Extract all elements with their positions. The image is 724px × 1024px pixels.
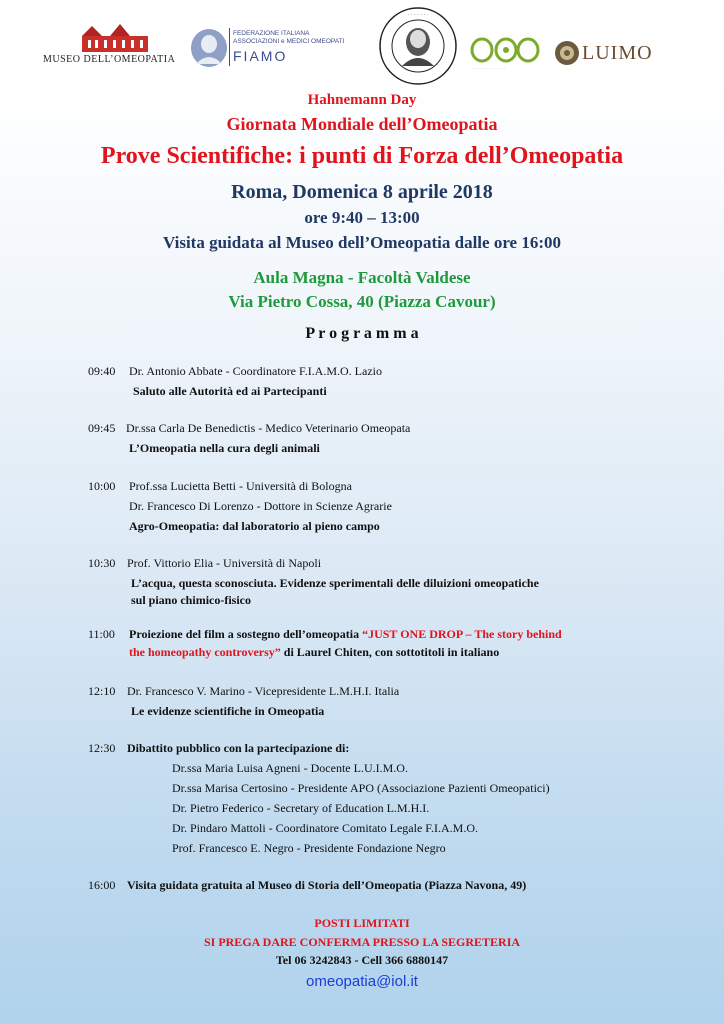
program-topic: L’Omeopatia nella cura degli animali xyxy=(129,441,320,455)
program-time: 16:00 xyxy=(88,878,116,892)
film-title: “JUST ONE DROP – The story behind xyxy=(362,627,562,641)
program-topic: Agro-Omeopatia: dal laboratorio al pieno campo xyxy=(129,519,380,533)
museo-building-icon xyxy=(80,22,150,54)
film-intro: Proiezione del film a sostegno dell’omeopatia xyxy=(129,627,360,641)
panelist: Dr.ssa Marisa Certosino - Presidente APO (Associazione Pazienti Omeopatici) xyxy=(172,781,550,795)
program-time: 10:00 xyxy=(88,479,116,493)
program-topic: Saluto alle Autorità ed ai Partecipanti xyxy=(133,384,327,398)
programma-heading: P r o g r a m m a xyxy=(305,325,419,342)
film-description-cont xyxy=(129,645,499,660)
program-time: 09:40 xyxy=(88,364,116,378)
fiamo-line1: FEDERAZIONE ITALIANA xyxy=(233,30,310,37)
event-name: Hahnemann Day xyxy=(307,92,417,108)
apo-caption: · · · · · · · · · · · · · · xyxy=(472,66,506,71)
lmhi-seal-icon xyxy=(378,6,458,86)
panelist: Dr.ssa Maria Luisa Agneni - Docente L.U.I.M.O. xyxy=(172,761,408,775)
program-time: 10:30 xyxy=(88,556,116,570)
venue-address: Via Pietro Cossa, 40 (Piazza Cavour) xyxy=(228,292,496,311)
program-topic: sul piano chimico-fisico xyxy=(131,593,252,607)
fiamo-logo-caption xyxy=(233,30,344,46)
film-title-cont: the homeopathy controversy” xyxy=(129,645,281,659)
program-time: 11:00 xyxy=(88,627,115,641)
venue: Aula Magna - Facoltà Valdese xyxy=(253,268,471,287)
event-date: Roma, Domenica 8 aprile 2018 xyxy=(231,181,493,203)
logo-bar xyxy=(0,0,724,95)
confirm-notice: SI PREGA DARE CONFERMA PRESSO LA SEGRETERIA xyxy=(203,935,521,949)
program-time: 12:10 xyxy=(88,684,116,698)
film-credits: di Laurel Chiten, con sottotitoli in italiano xyxy=(283,645,500,659)
event-subtitle: Giornata Mondiale dell’Omeopatia xyxy=(226,114,498,134)
program-speaker: Dr. Francesco V. Marino - Vicepresidente L.M.H.I. Italia xyxy=(127,684,400,698)
program-time: 12:30 xyxy=(88,741,116,755)
luimo-emblem-icon xyxy=(554,40,580,66)
program-speaker: Dr.ssa Carla De Benedictis - Medico Veterinario Omeopata xyxy=(126,421,411,435)
limited-seats: POSTI LIMITATI xyxy=(314,916,410,930)
fiamo-portrait-icon xyxy=(190,28,228,68)
film-description xyxy=(129,627,562,642)
program-speaker: Dr. Antonio Abbate - Coordinatore F.I.A.M.O. Lazio xyxy=(129,364,383,378)
program-speaker: Prof.ssa Lucietta Betti - Università di Bologna xyxy=(129,479,352,493)
panelist: Dr. Pietro Federico - Secretary of Education L.M.H.I. xyxy=(172,801,430,815)
program-topic: Le evidenze scientifiche in Omeopatia xyxy=(131,704,325,718)
program-time: 09:45 xyxy=(88,421,116,435)
debate-title: Dibattito pubblico con la partecipazione di: xyxy=(127,741,350,755)
fiamo-line2: ASSOCIAZIONI e MEDICI OMEOPATI xyxy=(233,38,345,45)
phone-numbers: Tel 06 3242843 - Cell 366 6880147 xyxy=(275,953,449,967)
luimo-logo-text: LUIMO xyxy=(582,42,653,64)
svg-text:· · · · · · ·: · · · · · · · xyxy=(407,12,429,18)
fiamo-divider xyxy=(229,28,230,66)
museum-visit: Visita guidata al Museo dell’Omeopatia dalle ore 16:00 xyxy=(162,233,562,252)
fiamo-logo-name: FIAMO xyxy=(233,48,288,64)
email-link[interactable]: omeopatia@iol.it xyxy=(306,973,418,990)
panelist: Prof. Francesco E. Negro - Presidente Fondazione Negro xyxy=(172,841,446,855)
program-topic: L’acqua, questa sconosciuta. Evidenze sperimentali delle diluizioni omeopatiche xyxy=(131,576,539,590)
program-speaker: Prof. Vittorio Elia - Università di Napoli xyxy=(127,556,322,570)
apo-leaf-icon xyxy=(470,36,540,66)
panelist: Dr. Pindaro Mattoli - Coordinatore Comitato Legale F.I.A.M.O. xyxy=(172,821,478,835)
event-time: ore 9:40 – 13:00 xyxy=(304,208,420,227)
page-title: Prove Scientifiche: i punti di Forza dell’Omeopatia xyxy=(100,143,624,169)
program-speaker: Dr. Francesco Di Lorenzo - Dottore in Scienze Agrarie xyxy=(129,499,392,513)
museo-logo-text: MUSEO DELL’OMEOPATIA xyxy=(43,54,176,65)
museum-tour: Visita guidata gratuita al Museo di Storia dell’Omeopatia (Piazza Navona, 49) xyxy=(127,878,527,892)
